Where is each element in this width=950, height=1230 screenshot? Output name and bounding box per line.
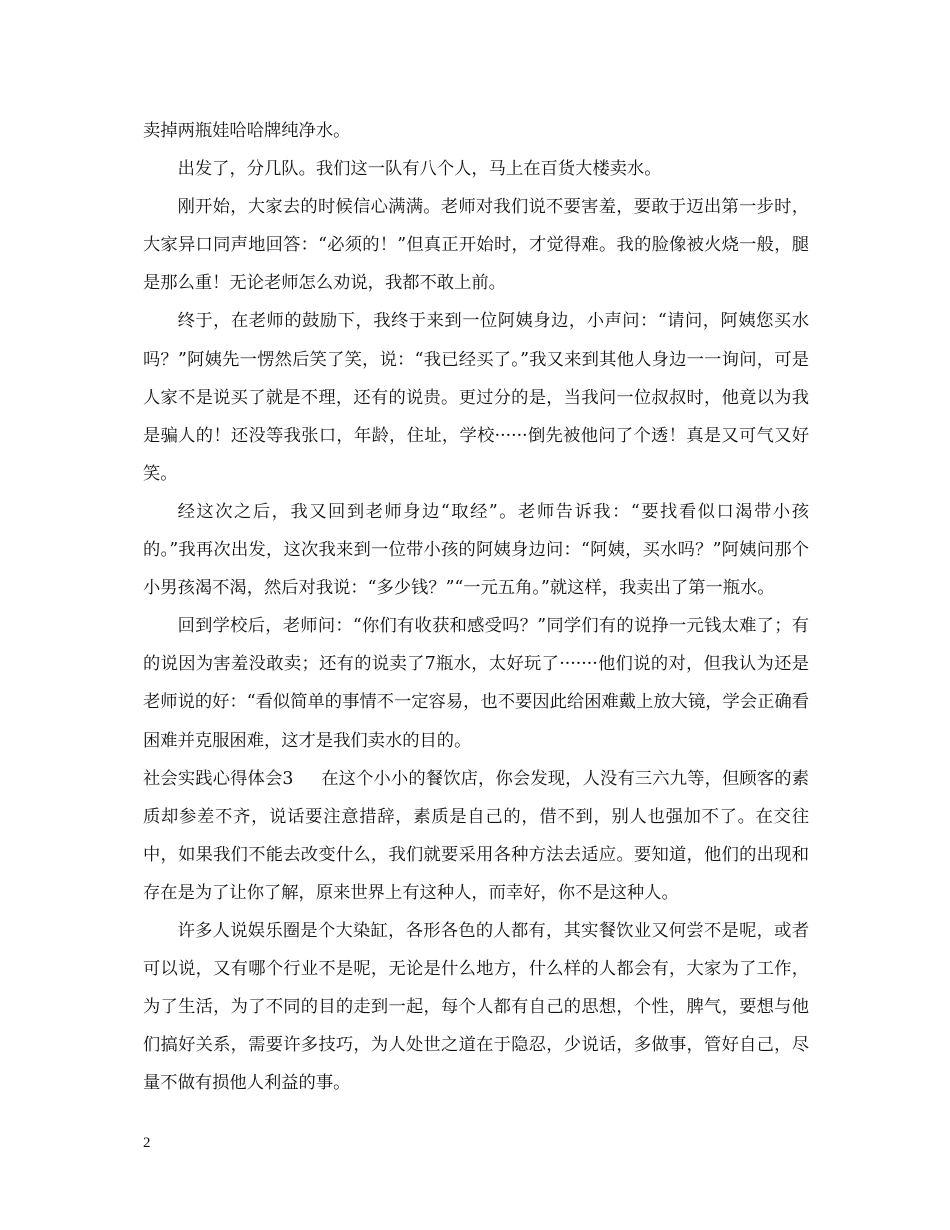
section-paragraph-1-text: 在这个小小的餐饮店，你会发现，人没有三六九等，但顾客的素质却参差不齐，说话要注意措辞，素质是自己的，借不到，别人也强加不了。在交往中，如果我们不能去改变什么，我们就要采用各种方法去适应。要知道，他们的出现和存在是为了让你了解，原来世界上有这种人，而幸好，你不是这种人。 xyxy=(143,768,809,903)
section-heading: 社会实践心得体会3 xyxy=(143,768,294,789)
paragraph-6: 回到学校后，老师问：“你们有收获和感受吗？”同学们有的说挣一元钱太难了；有的说因为害羞没敢卖；还有的说卖了7瓶水，太好玩了·······他们说的对，但我认为还是老师说的好：“看似简单的事情不一定容易，也不要因此给困难戴上放大镜，学会正确看困难并克服困难，这才是我们卖水的目的。 xyxy=(143,616,809,751)
paragraph-2: 出发了，分几队。我们这一队有八个人，马上在百货大楼卖水。 xyxy=(177,159,662,180)
paragraph-3: 刚开始，大家去的时候信心满满。老师对我们说不要害羞，要敢于迈出第一步时，大家异口同声地回答：“必须的！”但真正开始时，才觉得难。我的脸像被火烧一般，腿是那么重！无论老师怎么劝说，我都不敢上前。 xyxy=(143,197,809,294)
paragraph-4: 终于，在老师的鼓励下，我终于来到一位阿姨身边，小声问：“请问，阿姨您买水吗？”阿姨先一愣然后笑了笑，说：“我已经买了。”我又来到其他人身边一一询问，可是人家不是说买了就是不理，还有的说贵。更过分的是，当我问一位叔叔时，他竟以为我是骗人的！还没等我张口，年龄，住址，学校······倒先被他问了个透！真是又可气又好笑。 xyxy=(143,311,809,484)
section-paragraph-2: 许多人说娱乐圈是个大染缸，各形各色的人都有，其实餐饮业又何尝不是呢，或者可以说，又有哪个行业不是呢，无论是什么地方，什么样的人都会有，大家为了工作，为了生活，为了不同的目的走到一起，每个人都有自己的思想，个性，脾气，要想与他们搞好关系，需要许多技巧，为人处世之道在于隐忍，少说话，多做事，管好自己，尽量不做有损他人利益的事。 xyxy=(143,920,809,1094)
body-text xyxy=(143,112,809,1102)
paragraph-1: 卖掉两瓶娃哈哈牌纯净水。 xyxy=(143,121,351,141)
section-paragraph-1 xyxy=(143,760,809,912)
page-number: 2 xyxy=(143,1135,151,1151)
paragraph-5: 经这次之后，我又回到老师身边“取经”。老师告诉我：“要找看似口渴带小孩的。”我再次出发，这次我来到一位带小孩的阿姨身边问：“阿姨，买水吗？”阿姨问那个小男孩渴不渴，然后对我说：“多少钱？”“一元五角。”就这样，我卖出了第一瓶水。 xyxy=(143,501,809,599)
